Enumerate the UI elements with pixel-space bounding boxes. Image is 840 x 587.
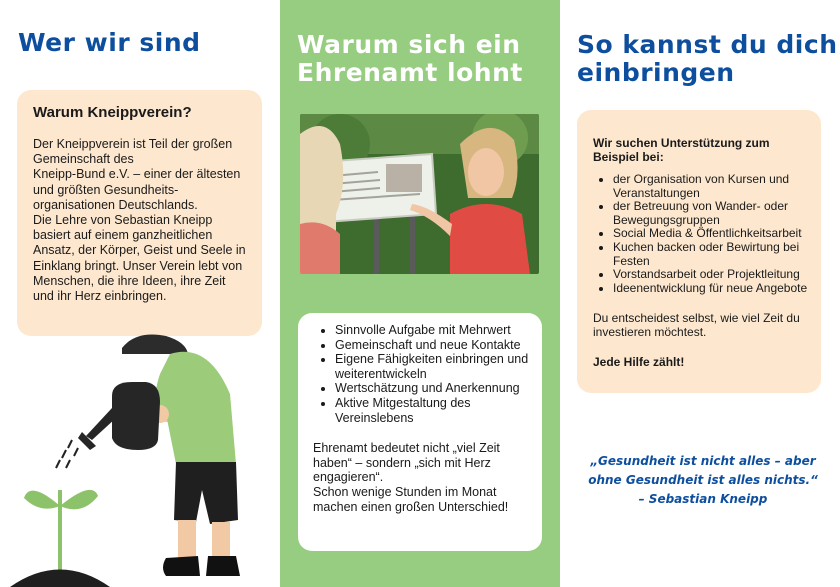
- quote-line2: ohne Gesundheit ist alles nichts.“: [588, 473, 818, 487]
- list-item: • Eigene Fähigkeiten einbringen und weiterentwickeln: [335, 352, 530, 381]
- closing-text: Jede Hilfe zählt!: [593, 355, 685, 370]
- why-kneipp-card: [17, 90, 262, 336]
- volunteers-photo: [300, 114, 539, 274]
- right-heading: [577, 31, 838, 87]
- right-heading-line1: So kannst du dich: [577, 30, 838, 59]
- support-card: [577, 110, 821, 393]
- support-intro: Wir suchen Unterstützung zum Beispiel bei:: [593, 136, 770, 164]
- middle-heading-line1: Warum sich ein: [297, 30, 521, 59]
- list-item: • Kuchen backen oder Bewirtung bei Festen: [613, 241, 809, 268]
- middle-heading: [297, 31, 523, 87]
- card-title: Warum Kneippverein?: [33, 104, 192, 121]
- middle-heading-line2: Ehrenamt lohnt: [297, 58, 523, 87]
- right-heading-line2: einbringen: [577, 58, 735, 87]
- list-item: • Vorstandsarbeit oder Projektleitung: [613, 268, 809, 282]
- kneipp-quote: [580, 452, 826, 509]
- time-paragraph: Du entscheidest selbst, wie viel Zeit du investieren möchtest.: [593, 311, 800, 340]
- volunteering-paragraph: Ehrenamt bedeutet nicht „viel Zeit haben“ – sondern „sich mit Herz engagieren“. Schon wenige Stunden im Monat machen einen großen Unterschied!: [313, 441, 509, 514]
- card-text: Der Kneippverein ist Teil der großen Gemeinschaft des Kneipp-Bund e.V. – einer der ältesten und größten Gesundheits- organisationen Deutschlands. Die Lehre von Sebastian Kneipp basiert auf einem ganzheitlichen Ansatz, der Körper, Geist und Seele in Einklang bringt. Unser Verein lebt von Menschen, die ihre Ideen, ihre Zeit und ihr Herz einbringen.: [33, 137, 246, 304]
- gardener-watering-illustration: [0, 330, 280, 587]
- list-item: • Gemeinschaft und neue Kontakte: [335, 338, 530, 353]
- list-item: • der Organisation von Kursen und Veranstaltungen: [613, 173, 809, 200]
- list-item: • Ideenentwicklung für neue Angebote: [613, 282, 809, 296]
- benefits-list: [313, 323, 530, 425]
- list-item: • Aktive Mitgestaltung des Vereinslebens: [335, 396, 530, 425]
- support-list: [593, 173, 809, 295]
- list-item: • Sinnvolle Aufgabe mit Mehrwert: [335, 323, 530, 338]
- benefits-card: [298, 313, 542, 551]
- list-item: • Wertschätzung und Anerkennung: [335, 381, 530, 396]
- quote-line1: „Gesundheit ist nicht alles – aber: [590, 454, 816, 468]
- list-item: • der Betreuung von Wander- oder Bewegungsgruppen: [613, 200, 809, 227]
- quote-author: – Sebastian Kneipp: [638, 492, 768, 506]
- list-item: • Social Media & Öffentlichkeitsarbeit: [613, 227, 809, 241]
- left-heading: Wer wir sind: [18, 28, 201, 57]
